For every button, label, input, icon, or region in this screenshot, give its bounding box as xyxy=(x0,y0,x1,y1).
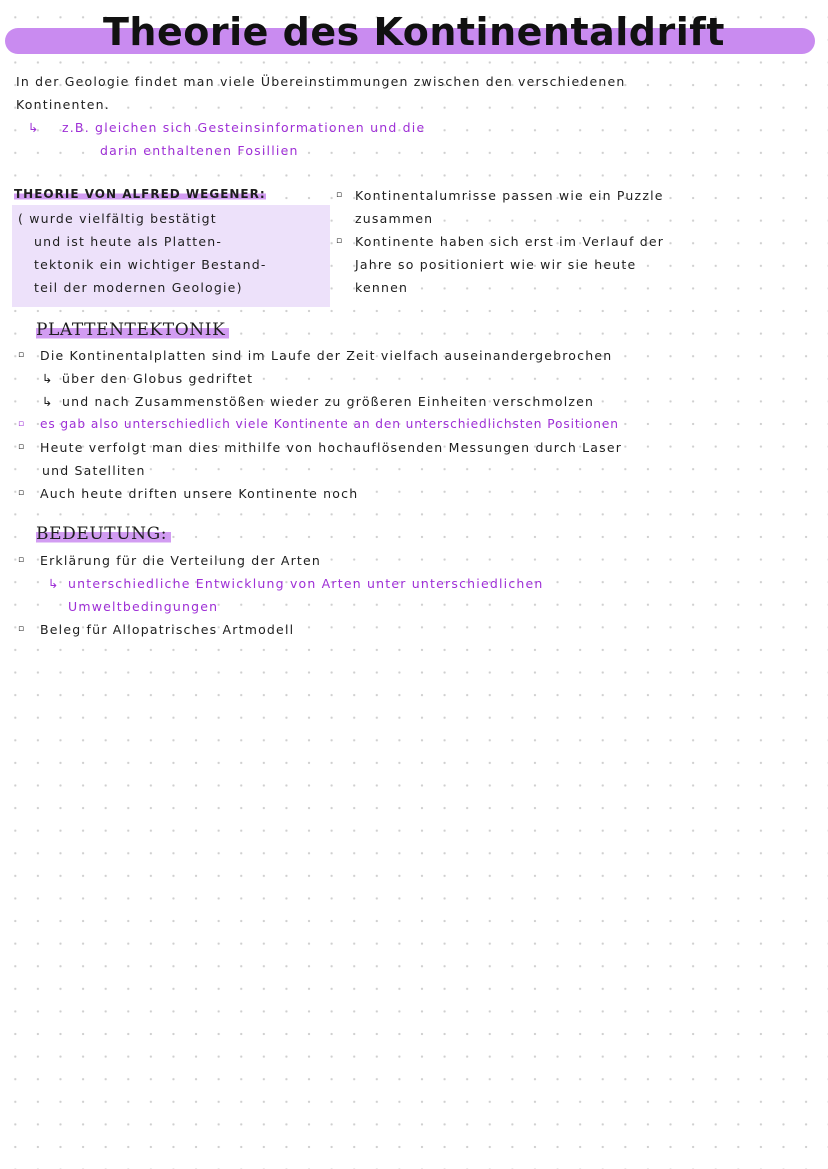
theorie-box-line-2: und ist heute als Platten- xyxy=(34,234,223,249)
bullet-icon: ▫ xyxy=(336,190,343,200)
bullet-icon: ▫ xyxy=(18,555,25,565)
platten-line-4: es gab also unterschiedlich viele Kontinente an den unterschiedlichsten Positionen xyxy=(40,417,619,431)
platten-line-6: und Satelliten xyxy=(42,463,146,478)
theorie-box-line-3: tektonik ein wichtiger Bestand- xyxy=(34,257,267,272)
branch-arrow-icon: ↳ xyxy=(42,394,54,409)
platten-line-1: Die Kontinentalplatten sind im Laufe der Zeit vielfach auseinandergebrochen xyxy=(40,348,613,363)
theorie-box-line-4: teil der modernen Geologie) xyxy=(34,280,243,295)
bullet-icon: ▫ xyxy=(18,419,25,429)
theorie-right-line-4: Jahre so positioniert wie wir sie heute xyxy=(355,257,637,272)
bullet-icon: ▫ xyxy=(18,624,25,634)
bedeutung-line-3: Umweltbedingungen xyxy=(68,599,219,614)
platten-line-3: und nach Zusammenstößen wieder zu größeren Einheiten verschmolzen xyxy=(62,394,595,409)
bullet-icon: ▫ xyxy=(18,488,25,498)
theorie-right-line-5: kennen xyxy=(355,280,409,295)
platten-line-2: über den Globus gedriftet xyxy=(62,371,254,386)
intro-line-2: Kontinenten. xyxy=(16,97,110,112)
branch-arrow-icon: ↳ xyxy=(48,576,60,591)
theorie-right-line-1: Kontinentalumrisse passen wie ein Puzzle xyxy=(355,188,664,203)
bullet-icon: ▫ xyxy=(336,236,343,246)
intro-line-1: In der Geologie findet man viele Übereinstimmungen zwischen den verschiedenen xyxy=(16,74,626,89)
bullet-icon: ▫ xyxy=(18,350,25,360)
intro-arrow-icon: ↳ xyxy=(28,120,40,135)
theorie-heading: THEORIE VON ALFRED WEGENER: xyxy=(14,187,266,201)
branch-arrow-icon: ↳ xyxy=(42,371,54,386)
intro-sub-1: z.B. gleichen sich Gesteinsinformationen und die xyxy=(62,120,426,135)
theorie-right-line-3: Kontinente haben sich erst im Verlauf der xyxy=(355,234,665,249)
plattentektonik-heading: PLATTENTEKTONIK xyxy=(36,320,229,340)
bedeutung-line-1: Erklärung für die Verteilung der Arten xyxy=(40,553,322,568)
bedeutung-line-2: unterschiedliche Entwicklung von Arten unter unterschiedlichen xyxy=(68,576,544,591)
platten-line-7: Auch heute driften unsere Kontinente noch xyxy=(40,486,359,501)
platten-line-5: Heute verfolgt man dies mithilfe von hochauflösenden Messungen durch Laser xyxy=(40,440,623,455)
bedeutung-line-4: Beleg für Allopatrisches Artmodell xyxy=(40,622,295,637)
bullet-icon: ▫ xyxy=(18,442,25,452)
bedeutung-heading: BEDEUTUNG: xyxy=(36,524,171,544)
theorie-box-line-1: ( wurde vielfältig bestätigt xyxy=(18,211,217,226)
theorie-right-line-2: zusammen xyxy=(355,211,434,226)
page-title: Theorie des Kontinentaldrift xyxy=(103,10,725,54)
intro-sub-2: darin enthaltenen Fosillien xyxy=(100,143,299,158)
